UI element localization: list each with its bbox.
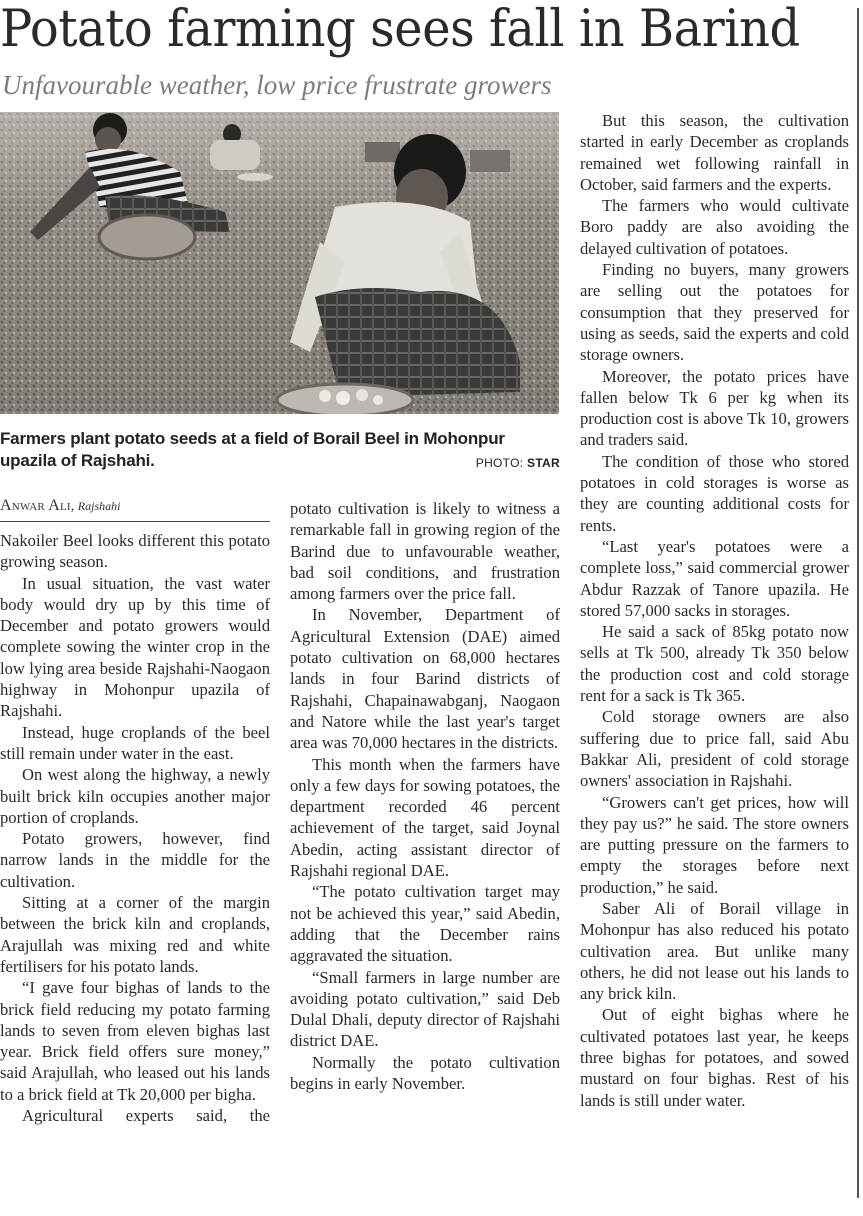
farmers-planting-photo-icon [0, 112, 559, 414]
paragraph: Moreover, the potato prices have fallen below Tk 6 per kg when its production cost is above Tk 10, growers and traders said. [580, 366, 849, 450]
paragraph: Instead, huge croplands of the beel still remain under water in the east. [0, 722, 270, 763]
photo-caption: Farmers plant potato seeds at a field of Borail Beel in Mohonpur upazila of Rajshahi. [0, 429, 505, 470]
paragraph: Out of eight bighas where he cultivated potatoes last year, he keeps three bighas for potatoes, and sowed mustard on four bighas. Rest of his lands is still under water. [580, 1005, 849, 1110]
photo-credit-label: PHOTO: [475, 456, 528, 470]
paragraph: The farmers who would cultivate Boro paddy are also avoiding the delayed cultivation of potatoes. [580, 196, 849, 258]
paragraph: Nakoiler Beel looks different this potato growing season. [0, 531, 270, 572]
article-column-1 [0, 530, 270, 1126]
article-photo [0, 112, 559, 414]
paragraph: Finding no buyers, many growers are selling out the potatoes for consumption that they preserved for using as seeds, said the experts and cold storage owners. [580, 260, 849, 365]
byline [0, 497, 270, 522]
article-column-3 [580, 110, 849, 1111]
paragraph: “I gave four bighas of lands to the brick field reducing my potato farming lands to seven from eleven bighas last year. Brick field offers sure money,” said Arajullah, who leased out his lands to a brick field at Tk 20,000 per bigha. [0, 978, 270, 1104]
paragraph: Cold storage owners are also suffering due to price fall, said Abu Bakkar Ali, president of cold storage owners' association in Rajshahi. [580, 707, 849, 791]
paragraph: “Last year's potatoes were a complete loss,” said commercial grower Abdur Razzak of Tanore upazila. He stored 57,000 sacks in storages. [580, 536, 849, 620]
article-column-2 [290, 498, 560, 1094]
paragraph: Sitting at a corner of the margin between the brick kiln and croplands, Arajullah was mixing red and white fertilisers for his potato lands. [0, 893, 270, 976]
paragraph: Normally the potato cultivation begins in early November. [290, 1052, 560, 1094]
headline: Potato farming sees fall in Barind [0, 0, 800, 59]
paragraph: “The potato cultivation target may not be achieved this year,” said Abedin, adding that the December rains aggravated the situation. [290, 882, 560, 966]
byline-separator: , [70, 499, 78, 514]
paragraph: But this season, the cultivation started in early December as croplands remained wet following rainfall in October, said farmers and the experts. [580, 111, 849, 194]
paragraph: On west along the highway, a newly built brick kiln occupies another major portion of croplands. [0, 765, 270, 827]
byline-location: Rajshahi [77, 499, 121, 513]
photo-credit-source: STAR [527, 456, 560, 470]
paragraph: He said a sack of 85kg potato now sells at Tk 500, already Tk 350 below the production cost and cold storage rent for a sack is Tk 365. [580, 622, 849, 706]
paragraph: This month when the farmers have only a few days for sowing potatoes, the department recorded 46 percent achievement of the target, said Joynal Abedin, acting assistant director of Rajshahi regional DAE. [290, 754, 560, 881]
paragraph: “Growers can't get prices, how will they pay us?” he said. The store owners are putting pressure on the farmers to empty the storages before next production,” he said. [580, 792, 849, 897]
paragraph: Agricultural experts said, the [22, 1106, 270, 1126]
subheadline: Unfavourable weather, low price frustrate growers [2, 70, 552, 100]
paragraph: In November, Department of Agricultural Extension (DAE) aimed potato cultivation on 68,000 hectares lands in four Barind districts of Rajshahi, Chapainawabganj, Naogaon and Natore while the last year's target area was 70,000 hectares in the districts. [290, 605, 560, 753]
byline-author: Anwar Ali [0, 497, 71, 514]
paragraph: In usual situation, the vast water body would dry up by this time of December and potato growers would complete sowing the winter crop in the low lying area beside Rajshahi-Naogaon highway in Mohonpur upazila of Rajshahi. [0, 573, 270, 721]
photo-credit [476, 456, 560, 470]
paragraph: “Small farmers in large number are avoiding potato cultivation,” said Deb Dulal Dhali, deputy director of Rajshahi district DAE. [290, 967, 560, 1051]
column-rule [857, 8, 859, 1198]
paragraph: The condition of those who stored potatoes in cold storages is worse as they are counting additional costs for rents. [580, 451, 849, 535]
paragraph: potato cultivation is likely to witness a remarkable fall in growing region of the Barind due to unfavourable weather, bad soil conditions, and frustration among farmers over the price fall. [290, 499, 560, 604]
paragraph: Saber Ali of Borail village in Mohonpur has also reduced his potato cultivation area. But unlike many others, he did not lease out his lands to any brick kiln. [580, 898, 849, 1004]
paragraph: Potato growers, however, find narrow lands in the middle for the cultivation. [0, 829, 270, 891]
